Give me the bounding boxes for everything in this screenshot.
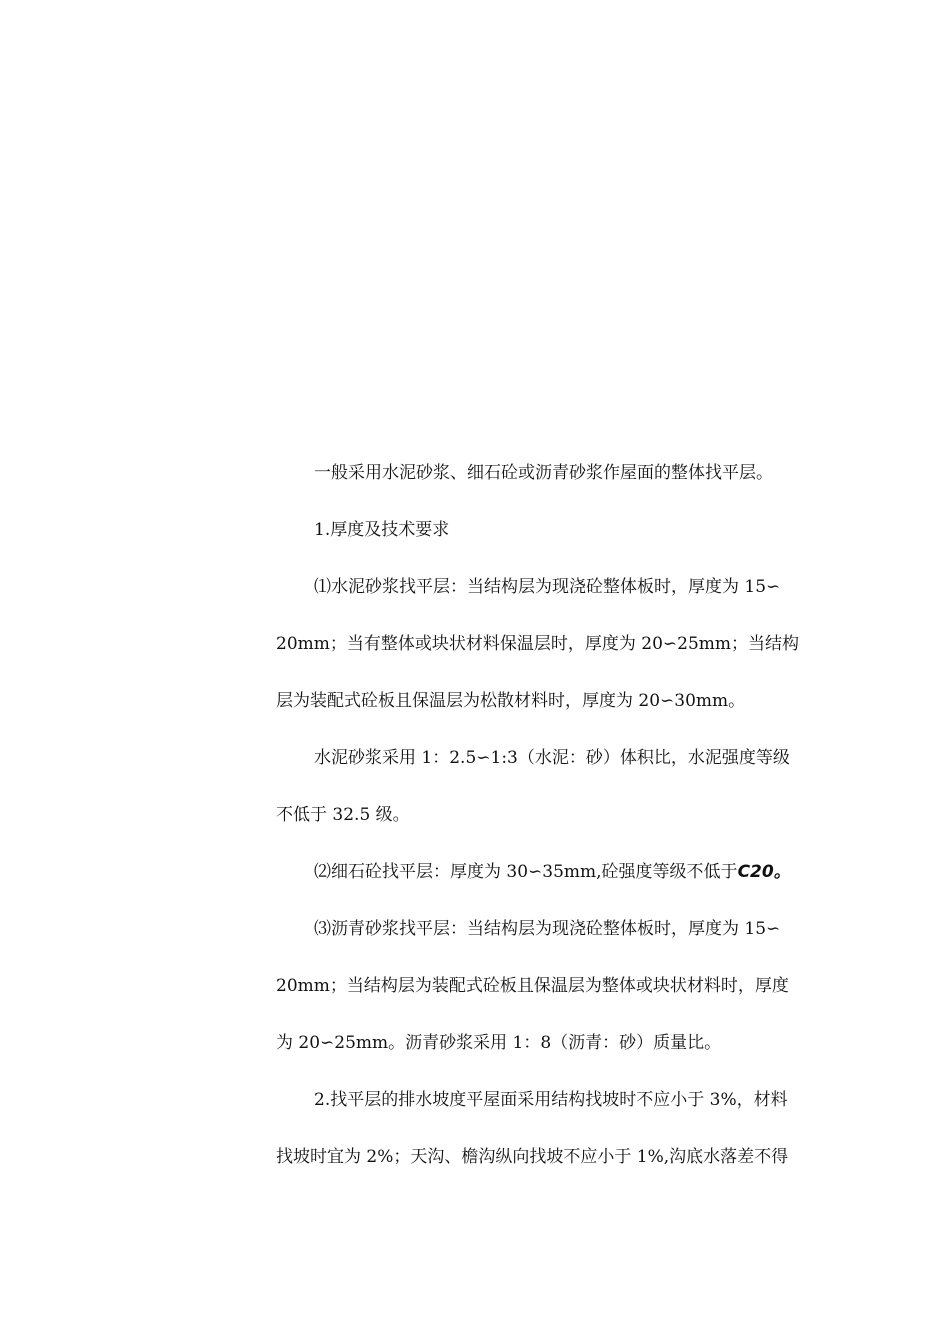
paragraph-slope-line-1: 2.找平层的排水坡度平屋面采用结构找坡时不应小于 3%，材料	[314, 1090, 788, 1110]
paragraph-asphalt-line-2: 20mm；当结构层为装配式砼板且保温层为整体或块状材料时，厚度	[276, 976, 789, 996]
document-body	[276, 459, 836, 1171]
paragraph-asphalt-line-1: ⑶沥青砂浆找平层：当结构层为现浇砼整体板时，厚度为 15∽	[314, 919, 781, 939]
paragraph-fine-concrete	[276, 858, 836, 886]
intro-paragraph: 一般采用水泥砂浆、细石砼或沥青砂浆作屋面的整体找平层。	[314, 463, 773, 483]
section-heading-thickness: 1.厚度及技术要求	[314, 520, 450, 540]
paragraph-fine-concrete-text: ⑵细石砼找平层：厚度为 30∽35mm,砼强度等级不低于	[314, 862, 738, 882]
paragraph-cement-mortar-line-1: ⑴水泥砂浆找平层：当结构层为现浇砼整体板时，厚度为 15∽	[314, 577, 781, 597]
paragraph-cement-mortar-line-3: 层为装配式砼板且保温层为松散材料时，厚度为 20∽30mm。	[276, 691, 746, 711]
paragraph-mix-ratio-line-2: 不低于 32.5 级。	[276, 805, 410, 825]
paragraph-mix-ratio-line-1: 水泥砂浆采用 1：2.5∽1:3（水泥：砂）体积比，水泥强度等级	[314, 748, 790, 768]
paragraph-cement-mortar-line-2: 20mm；当有整体或块状材料保温层时，厚度为 20∽25mm；当结构	[276, 634, 800, 654]
paragraph-slope-line-2: 找坡时宜为 2%；天沟、檐沟纵向找坡不应小于 1%,沟底水落差不得	[276, 1147, 789, 1167]
paragraph-fine-concrete-grade: C20。	[737, 862, 791, 882]
paragraph-asphalt-line-3: 为 20∽25mm。沥青砂浆采用 1：8（沥青：砂）质量比。	[276, 1033, 722, 1053]
